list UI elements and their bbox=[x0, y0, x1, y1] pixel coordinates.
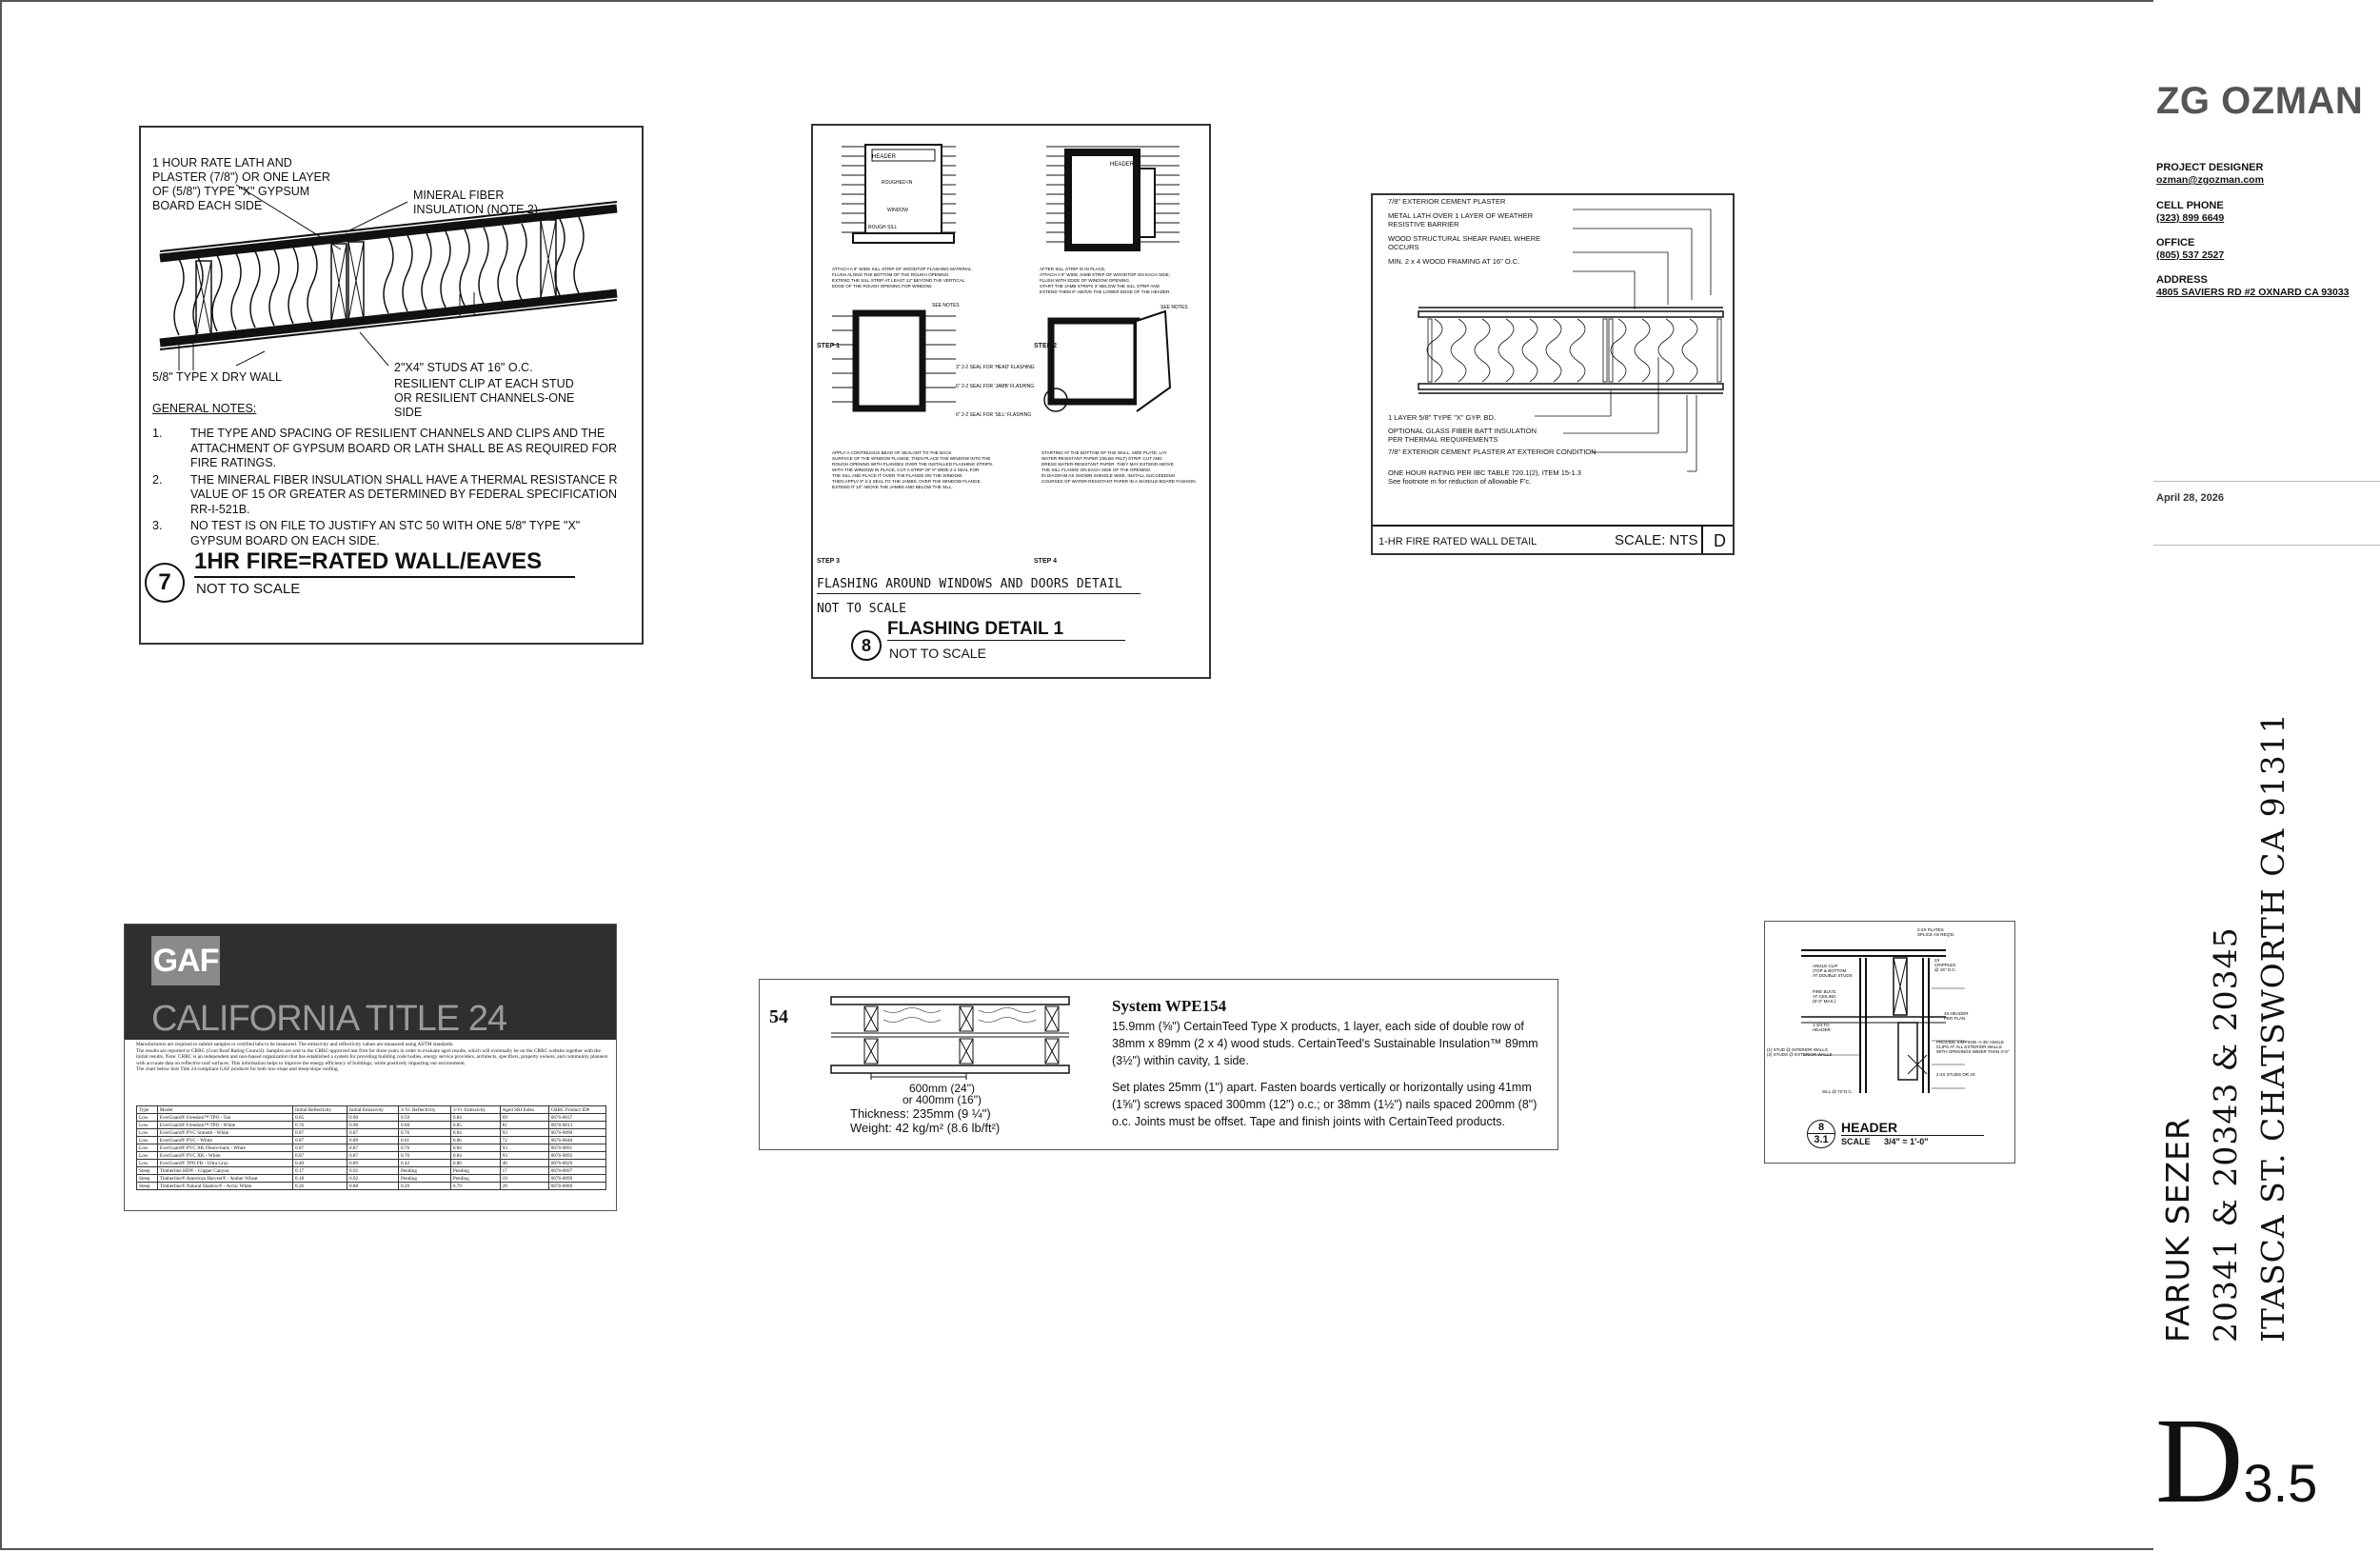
upper-labels: 7/8" EXTERIOR CEMENT PLASTER METAL LATH OVER 1 LAYER OF WEATHER RESISTIVE BARRIER WOOD STRUCTURAL SHEAR PANEL WHERE OCCURS MIN. 2 x 4 WOOD FRAMING AT 16" O.C. bbox=[1388, 197, 1541, 266]
svg-text:ROUGH SILL: ROUGH SILL bbox=[868, 225, 898, 230]
svg-text:HEADER: HEADER bbox=[872, 154, 897, 160]
table-cell: EverGuard® Freedom™ TPO - Tan bbox=[157, 1114, 292, 1122]
table-cell: 93 bbox=[500, 1129, 548, 1137]
table-cell: 17 bbox=[500, 1167, 548, 1175]
table-cell: 46 bbox=[500, 1160, 548, 1167]
table-cell: EverGuard® TPO FB - Ultra Gray bbox=[157, 1160, 292, 1167]
cell-label: CELL PHONE bbox=[2156, 200, 2224, 211]
table-cell: EverGuard® PVC - White bbox=[157, 1137, 292, 1144]
table-cell: Steep bbox=[137, 1167, 158, 1175]
svg-text:6" 2-2 SEAL FOR 'SILL' FLASHIN: 6" 2-2 SEAL FOR 'SILL' FLASHING bbox=[956, 412, 1032, 418]
detail-scale: SCALE 3/4" = 1'-0" bbox=[1841, 1137, 1929, 1146]
sheet-number: D3.5 bbox=[2155, 1393, 2318, 1528]
detail-scale: NOT TO SCALE bbox=[889, 646, 986, 661]
cell-phone: (323) 899 6649 bbox=[2156, 212, 2225, 224]
mineral-fiber-label: MINERAL FIBER INSULATION (NOTE 2) bbox=[413, 189, 539, 216]
svg-text:EXTEND IT 10" ABOVE THE JAMBS: EXTEND IT 10" ABOVE THE JAMBS AND BELOW THE SILL. bbox=[832, 485, 953, 489]
header-detail-panel bbox=[1764, 921, 2015, 1164]
svg-text:(8'-0" MAX.): (8'-0" MAX.) bbox=[1813, 999, 1836, 1004]
gaf-title: CALIFORNIA TITLE 24 bbox=[151, 999, 507, 1039]
svg-text:AT CEILING: AT CEILING bbox=[1813, 994, 1836, 999]
table-cell: 0676-0037 bbox=[548, 1114, 605, 1122]
drywall-label: 5/8" TYPE X DRY WALL bbox=[152, 370, 282, 384]
system-wpe154-panel bbox=[759, 979, 1558, 1150]
table-cell: 0.84 bbox=[450, 1129, 500, 1137]
svg-text:6" 2-2 SEAL FOR 'JAMB' FLASHIN: 6" 2-2 SEAL FOR 'JAMB' FLASHING bbox=[956, 384, 1035, 389]
table-cell: EverGuard® PVC Smooth - White bbox=[157, 1129, 292, 1137]
table-cell: 0.87 bbox=[347, 1144, 399, 1152]
gaf-logo: GAF bbox=[151, 936, 220, 985]
svg-text:(1) STUD @ INTERIOR WALLS: (1) STUD @ INTERIOR WALLS bbox=[1767, 1047, 1828, 1052]
detail-number-circle: 8 bbox=[851, 630, 882, 661]
table-cell: 0.65 bbox=[293, 1114, 347, 1122]
table-cell: 19 bbox=[500, 1175, 548, 1183]
system-title: System WPE154 bbox=[1112, 997, 1227, 1015]
table-cell: Pending bbox=[398, 1167, 450, 1175]
svg-text:ROUGHED-IN: ROUGHED-IN bbox=[882, 180, 913, 186]
svg-text:SILL @ 72"O.C.: SILL @ 72"O.C. bbox=[1822, 1089, 1854, 1094]
svg-text:AFTER SILL STRIP IS IN PLACE,: AFTER SILL STRIP IS IN PLACE, bbox=[1040, 267, 1106, 271]
detail-title: 1-HR FIRE RATED WALL DETAIL bbox=[1378, 536, 1537, 547]
table-row bbox=[137, 1175, 606, 1183]
svg-text:ATTACH A 9" WIDE SILL STRIP OF: ATTACH A 9" WIDE SILL STRIP OF WOODTOP FLASHING MATERIAL bbox=[832, 267, 972, 271]
title-block bbox=[2153, 0, 2380, 1552]
detail-number-circle: 8 3.1 bbox=[1807, 1120, 1835, 1148]
svg-text:3" 2-2 SEAL FOR 'HEAD' FLASHIN: 3" 2-2 SEAL FOR 'HEAD' FLASHING bbox=[956, 365, 1035, 370]
note-item: 3. NO TEST IS ON FILE TO JUSTIFY AN STC 50 WITH ONE 5/8" TYPE "X" GYPSUM BOARD ON EACH SIDE. bbox=[152, 519, 581, 547]
table-cell: 0676-0097 bbox=[548, 1167, 605, 1175]
system-description-2: Set plates 25mm (1") apart. Fasten boards vertically or horizontally using 41mm (1⅝") screws spaced 300mm (12") o.c.; or 38mm (1½") nails spaced 200mm (8") o.c. Joints must be offset. Tape and finish joints with CertainTeed products. bbox=[1112, 1081, 1537, 1128]
divider bbox=[2153, 481, 2380, 482]
table-cell: EverGuard® PVC XK Fleece-back - White bbox=[157, 1144, 292, 1152]
svg-text:WITH OPENINGS WIDER THAN 4'-0": WITH OPENINGS WIDER THAN 4'-0" bbox=[1936, 1049, 2010, 1054]
table-cell: 0.18 bbox=[293, 1175, 347, 1183]
office-phone: (805) 537 2527 bbox=[2156, 249, 2225, 261]
studs-label: 2"X4" STUDS AT 16" O.C. bbox=[394, 361, 533, 374]
table-cell: 0.88 bbox=[347, 1183, 399, 1190]
table-cell: 0.87 bbox=[347, 1152, 399, 1160]
office-label: OFFICE bbox=[2156, 237, 2195, 249]
table-row bbox=[137, 1122, 606, 1129]
svg-text:ANGLE CLIP: ANGLE CLIP bbox=[1813, 964, 1838, 968]
table-cell: 93 bbox=[500, 1144, 548, 1152]
svg-text:ATTACH A 9" WIDE JAMB STRIP OF: ATTACH A 9" WIDE JAMB STRIP OF WOODTOP ON EACH SIDE, bbox=[1040, 272, 1170, 277]
table-cell: 0.85 bbox=[450, 1122, 500, 1129]
gaf-product-table bbox=[136, 1105, 606, 1190]
flashing-steps-drawing bbox=[813, 126, 1211, 573]
table-cell: EverGuard® Freedom™ TPO - White bbox=[157, 1122, 292, 1129]
table-cell: 0676-0092 bbox=[548, 1152, 605, 1160]
table-cell: 0.86 bbox=[450, 1160, 500, 1167]
svg-text:COURSES OF WATER-RESISTANT PAP: COURSES OF WATER-RESISTANT PAPER IN A SHINGLE-BOARD FASHION. bbox=[1041, 479, 1197, 484]
table-row bbox=[137, 1167, 606, 1175]
note-item: 2. THE MINERAL FIBER INSULATION SHALL HAVE A THERMAL RESISTANCE R VALUE OF 15 OR GREATER AS DETERMINED BY FEDERAL SPECIFICATION RR-I-521B. bbox=[152, 472, 618, 516]
svg-text:CRIPPLES: CRIPPLES bbox=[1934, 963, 1956, 967]
table-cell: 81 bbox=[500, 1122, 548, 1129]
svg-text:(TOP & BOTTOM: (TOP & BOTTOM bbox=[1813, 968, 1847, 973]
see-notes-text: SEE NOTES bbox=[932, 303, 960, 308]
svg-text:EXTEND THE SILL STRIP AT LEAST: EXTEND THE SILL STRIP AT LEAST 12" BEYOND THE VERTICAL bbox=[832, 278, 965, 283]
detail-7-fire-rated-wall-panel bbox=[139, 126, 644, 645]
table-cell: 0.92 bbox=[347, 1167, 399, 1175]
svg-text:HEADER: HEADER bbox=[1110, 162, 1135, 168]
general-notes-title: GENERAL NOTES: bbox=[152, 402, 257, 415]
rate-label: 1 HOUR RATE LATH AND PLASTER (7/8") OR ONE LAYER OF (5/8") TYPE "X" GYPSUM BOARD EACH SIDE bbox=[152, 156, 330, 212]
svg-text:PER PLAN: PER PLAN bbox=[1944, 1016, 1966, 1021]
table-cell: 0.68 bbox=[398, 1122, 450, 1129]
svg-text:FLUSH WITH EDGE OF WINDOW OPEN: FLUSH WITH EDGE OF WINDOW OPENING. bbox=[1040, 278, 1131, 283]
svg-text:WITH THE WINDOW IN PLACE, CUT: WITH THE WINDOW IN PLACE, CUT A STRIP OF 9" WIDE 2-2 SEAL FOR bbox=[832, 468, 980, 472]
table-cell: 0.26 bbox=[293, 1183, 347, 1190]
table-cell: 0.90 bbox=[347, 1122, 399, 1129]
table-cell: Low bbox=[137, 1152, 158, 1160]
double-stud-wall-drawing bbox=[826, 989, 1074, 1080]
table-cell: 0.84 bbox=[450, 1152, 500, 1160]
table-cell: 0676-0091 bbox=[548, 1144, 605, 1152]
svg-text:@ 16" O.C.: @ 16" O.C. bbox=[1934, 967, 1956, 972]
svg-text:APPLY A CONTINUOUS BEAD OF SEA: APPLY A CONTINUOUS BEAD OF SEALANT TO THE BACK bbox=[832, 450, 952, 455]
svg-text:SURFACE OF THE WINDOW FLANGE,: SURFACE OF THE WINDOW FLANGE, THEN PLACE THE WINDOW INTO THE bbox=[832, 456, 991, 461]
step-3-label: STEP 3 bbox=[817, 558, 840, 565]
table-row bbox=[137, 1137, 606, 1144]
svg-text:4X HEADER: 4X HEADER bbox=[1944, 1011, 1969, 1016]
header-framing-drawing bbox=[1765, 922, 2015, 1112]
svg-text:EDGE OF THE ROUGH OPENING FOR: EDGE OF THE ROUGH OPENING FOR WINDOW. bbox=[832, 284, 933, 289]
table-cell: 0.87 bbox=[347, 1129, 399, 1137]
table-cell: 0.89 bbox=[347, 1137, 399, 1144]
table-row bbox=[137, 1114, 606, 1122]
svg-text:CLIPS AT ALL EXTERIOR WALLS: CLIPS AT ALL EXTERIOR WALLS bbox=[1936, 1045, 2002, 1049]
detail-scale: SCALE: NTS bbox=[1615, 532, 1698, 548]
designer-email: ozman@zgozman.com bbox=[2156, 174, 2264, 186]
detail-title: HEADER bbox=[1841, 1120, 1984, 1136]
general-notes-list bbox=[152, 427, 619, 548]
table-cell: 0.61 bbox=[398, 1137, 450, 1144]
table-cell: Timberline® Natural Shadow® - Arctic White bbox=[157, 1183, 292, 1190]
wall-weight: Weight: 42 kg/m² (8.6 lb/ft²) bbox=[850, 1121, 1001, 1135]
svg-text:2X: 2X bbox=[1934, 958, 1940, 963]
stud-spacing-label: 600mm (24") or 400mm (16") bbox=[902, 1082, 982, 1106]
table-cell: 0676-0013 bbox=[548, 1122, 605, 1129]
system-description-1: 15.9mm (⅝") CertainTeed Type X products, 1 layer, each side of double row of 38mm x 89mm (2 x 4) wood studs. CertainTeed's Sustainable Insulation™ 89mm (3½") within cavity, 1 side. bbox=[1112, 1020, 1538, 1067]
table-cell: 0.90 bbox=[347, 1114, 399, 1122]
table-cell: 0.76 bbox=[398, 1129, 450, 1137]
system-number: 54 bbox=[769, 1006, 788, 1027]
svg-text:IN DIAGRAM AS SHOWN SHINGLE WI: IN DIAGRAM AS SHOWN SHINGLE WISE, INSTALL SUCCEEDING bbox=[1041, 473, 1176, 478]
svg-text:2-2X PLATES: 2-2X PLATES bbox=[1917, 927, 1944, 932]
clip-label: RESILIENT CLIP AT EACH STUD OR RESILIENT CHANNELS-ONE SIDE bbox=[394, 377, 575, 419]
svg-text:STARTING AT THE BOTTOM OF THE: STARTING AT THE BOTTOM OF THE WALL, SIDE PLATE, LAY bbox=[1041, 450, 1167, 455]
table-cell: 0.92 bbox=[347, 1175, 399, 1183]
table-cell: 0.86 bbox=[450, 1137, 500, 1144]
table-cell: Pending bbox=[398, 1175, 450, 1183]
svg-text:AT DOUBLE STUDS: AT DOUBLE STUDS bbox=[1813, 973, 1853, 978]
table-row bbox=[137, 1129, 606, 1137]
table-cell: 0.87 bbox=[293, 1144, 347, 1152]
table-cell: 0.87 bbox=[293, 1129, 347, 1137]
step-2-label: STEP 2 bbox=[1034, 343, 1057, 349]
table-cell: Steep bbox=[137, 1175, 158, 1183]
detail-8-flashing-panel bbox=[811, 124, 1211, 679]
gaf-intro: Manufacturers are required to submit samples to certified labs to be measured. The emissivity and reflectivity values are measured using ASTM standards. The results are reported to CRRC (Cool Roof Rating Council). Samples are sent to the CRRC-approved test firm for three years in order to evaluate aged results, which will eventually be on the CRRC website together with the initial results. Note: CRRC is an independent and non-biased organization that has established a system for providing building code bodies, energy service providers, architects, specifiers, property owners, and community planners with accurate data on reflective roof surfaces. This information helps to improve the energy efficiency of buildings, while positively impacting our environment. The chart below lists Title 24-compliant GAF products for both low-slope and steep-slope roofing. bbox=[136, 1042, 608, 1073]
table-cell: 0.87 bbox=[293, 1152, 347, 1160]
table-cell: Low bbox=[137, 1144, 158, 1152]
detail-d-one-hour-wall-panel bbox=[1371, 193, 1735, 555]
designer-label: PROJECT DESIGNER bbox=[2156, 162, 2264, 173]
table-cell: Low bbox=[137, 1160, 158, 1167]
svg-text:THEN APPLY 9" 2-2 SEAL TO THE: THEN APPLY 9" 2-2 SEAL TO THE JAMBS, OVER THE WINDOW FLANGE. bbox=[832, 479, 982, 484]
table-cell: Low bbox=[137, 1129, 158, 1137]
table-cell: 0.84 bbox=[450, 1144, 500, 1152]
step-4-label: STEP 4 bbox=[1034, 558, 1057, 565]
svg-text:SPLICE AS REQ'D.: SPLICE AS REQ'D. bbox=[1917, 932, 1955, 937]
address: 4805 SAVIERS RD #2 OXNARD CA 93033 bbox=[2156, 287, 2350, 298]
table-cell: Low bbox=[137, 1114, 158, 1122]
table-cell: 0676-0099 bbox=[548, 1175, 605, 1183]
table-cell: 0.79 bbox=[450, 1183, 500, 1190]
table-cell: 0.29 bbox=[398, 1183, 450, 1190]
svg-text:WINDOW: WINDOW bbox=[887, 208, 908, 213]
svg-text:HEADER: HEADER bbox=[1813, 1027, 1831, 1032]
gaf-title-24-panel bbox=[124, 924, 617, 1211]
table-cell: Low bbox=[137, 1137, 158, 1144]
table-cell: 0.42 bbox=[398, 1160, 450, 1167]
table-cell: 0.87 bbox=[293, 1137, 347, 1144]
address-label: ADDRESS bbox=[2156, 274, 2208, 286]
svg-text:START THE JAMB STRIPS 3" BELOW: START THE JAMB STRIPS 3" BELOW THE SILL STRIP AND bbox=[1040, 284, 1160, 289]
table-cell: Pending bbox=[450, 1167, 500, 1175]
svg-text:1-3/4 TO: 1-3/4 TO bbox=[1813, 1023, 1830, 1027]
svg-text:WATER-RESISTANT PAPER (30LBS F: WATER-RESISTANT PAPER (30LBS FELT) STRIP. CUT AND bbox=[1041, 456, 1162, 461]
table-cell: 28 bbox=[500, 1183, 548, 1190]
table-row bbox=[137, 1160, 606, 1167]
table-cell: Timberline® American Harvest® - Amber Wheat bbox=[157, 1175, 292, 1183]
detail-number-circle: 7 bbox=[145, 563, 185, 603]
detail-title: FLASHING DETAIL 1 bbox=[887, 619, 1125, 641]
svg-text:PROVIDE SIMPSON 'A-35' ANGLE: PROVIDE SIMPSON 'A-35' ANGLE bbox=[1936, 1040, 2004, 1045]
svg-text:THE SILL FLANGE ON EACH SIDE O: THE SILL FLANGE ON EACH SIDE OF THE OPENING. bbox=[1041, 468, 1152, 472]
project-address: ITASCA ST. CHATSWORTH CA 91311 bbox=[2254, 712, 2291, 1343]
table-cell: 69 bbox=[500, 1114, 548, 1122]
svg-text:FLUSH ALONG THE BOTTOM OF THE: FLUSH ALONG THE BOTTOM OF THE ROUGH OPENING. bbox=[832, 272, 950, 277]
table-cell: Pending bbox=[450, 1175, 500, 1183]
rating-note: ONE HOUR RATING PER IBC TABLE 720.1(2), ITEM 15-1.3 See footnote m for reduction of allowable F'c. bbox=[1388, 468, 1581, 486]
wall-thickness: Thickness: 235mm (9 ¼") bbox=[850, 1106, 991, 1121]
firm-name: ZG OZMAN bbox=[2156, 80, 2364, 122]
table-cell: 0676-0090 bbox=[548, 1129, 605, 1137]
note-item: 1. THE TYPE AND SPACING OF RESILIENT CHANNELS AND CLIPS AND THE ATTACHMENT OF GYPSUM BOARD OR LATH SHALL BE AS REQUIRED FOR FIRE RATINGS. bbox=[152, 427, 617, 469]
svg-text:SEE NOTES: SEE NOTES bbox=[1160, 305, 1188, 310]
detail-letter-box: D bbox=[1701, 525, 1735, 555]
table-cell: 0.76 bbox=[293, 1122, 347, 1129]
flashing-caption: FLASHING AROUND WINDOWS AND DOORS DETAIL bbox=[817, 577, 1140, 594]
table-cell: Timberline HD® - Copper Canyon bbox=[157, 1167, 292, 1175]
table-header-row: Type Model Initial Reflectivity Initial Emissivity 3-Yr. Reflectivity 3-Yr. Emissivity Aged SRI Index CRRC Product ID# bbox=[137, 1106, 606, 1114]
issue-date: April 28, 2026 bbox=[2156, 492, 2224, 504]
detail-scale: NOT TO SCALE bbox=[196, 581, 301, 597]
table-cell: 0.76 bbox=[398, 1144, 450, 1152]
table-cell: 0.76 bbox=[398, 1152, 450, 1160]
table-cell: EverGuard® PVC XK - White bbox=[157, 1152, 292, 1160]
table-cell: 0676-0089 bbox=[548, 1183, 605, 1190]
table-cell: 72 bbox=[500, 1137, 548, 1144]
svg-text:ROUGH OPENING WITH FLANGES OVE: ROUGH OPENING WITH FLANGES OVER THE INSTALLED FLASHING STRIPS. bbox=[832, 462, 994, 467]
table-cell: Low bbox=[137, 1122, 158, 1129]
table-cell: 0.40 bbox=[293, 1160, 347, 1167]
table-cell: 0.17 bbox=[293, 1167, 347, 1175]
step-1-label: STEP 1 bbox=[817, 343, 840, 349]
table-cell: 93 bbox=[500, 1152, 548, 1160]
flashing-caption-scale: NOT TO SCALE bbox=[817, 602, 906, 616]
table-cell: 0676-0029 bbox=[548, 1160, 605, 1167]
table-cell: Steep bbox=[137, 1183, 158, 1190]
client-name: FARUK SEZER bbox=[2159, 1117, 2196, 1343]
divider bbox=[2153, 545, 2380, 546]
table-cell: 0.59 bbox=[398, 1114, 450, 1122]
table-row bbox=[137, 1144, 606, 1152]
table-row bbox=[137, 1183, 606, 1190]
table-cell: 0.89 bbox=[347, 1160, 399, 1167]
table-row bbox=[137, 1152, 606, 1160]
svg-text:DRESS WATER-RESISTANT PAPER. T: DRESS WATER-RESISTANT PAPER. THEY MAY EXTEND ABOVE bbox=[1041, 462, 1174, 467]
table-cell: 0676-0040 bbox=[548, 1137, 605, 1144]
svg-text:FIRE BLK'G.: FIRE BLK'G. bbox=[1813, 989, 1837, 994]
table-cell: 0.84 bbox=[450, 1114, 500, 1122]
svg-text:THE SILL AND PLACE IT OVER THE: THE SILL AND PLACE IT OVER THE FLANGE ON THE WINDOW. bbox=[832, 473, 963, 478]
detail-title: 1HR FIRE=RATED WALL/EAVES bbox=[194, 548, 575, 578]
svg-text:(2) STUDS @ EXTERIOR WALLS: (2) STUDS @ EXTERIOR WALLS bbox=[1767, 1052, 1833, 1057]
project-lots: 20341 & 20343 & 20345 bbox=[2207, 926, 2244, 1343]
svg-text:EXTEND THEM 6" ABOVE THE LOWER: EXTEND THEM 6" ABOVE THE LOWER EDGE OF THE HEADER. bbox=[1040, 289, 1171, 294]
svg-text:2-2X STUDS OR 4X: 2-2X STUDS OR 4X bbox=[1936, 1072, 1975, 1077]
lower-labels: 1 LAYER 5/8" TYPE "X" GYP. BD. OPTIONAL GLASS FIBER BATT INSULATION PER THERMAL REQUIREMENTS 7/8" EXTERIOR CEMENT PLASTER AT EXTERIOR CONDITION bbox=[1388, 413, 1597, 456]
